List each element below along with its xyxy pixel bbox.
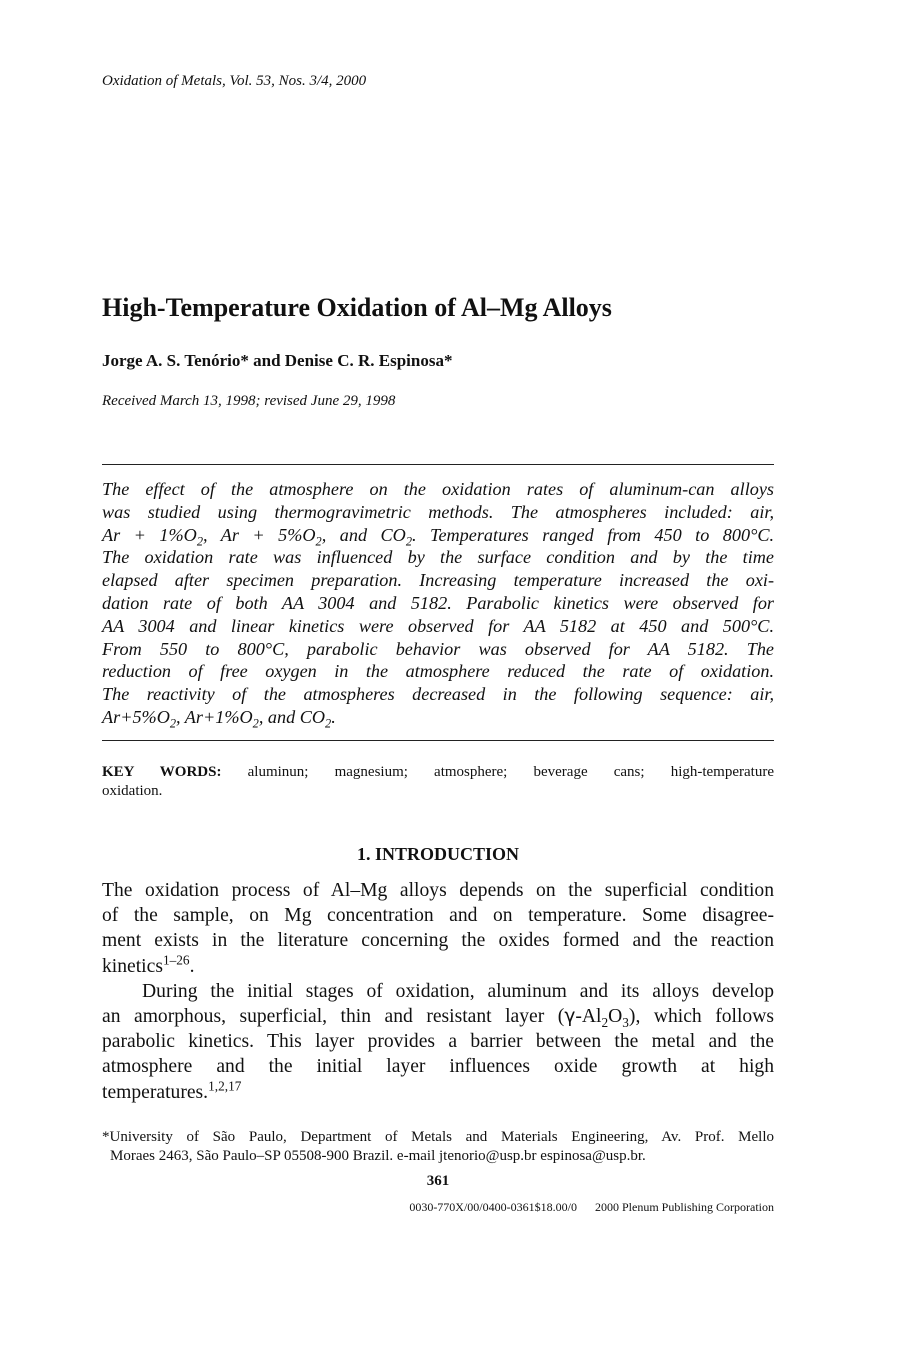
paper-page: [102, 0, 774, 1347]
key-words-label: KEY WORDS:: [102, 764, 222, 780]
footnote-line: Moraes 2463, São Paulo–SP 05508-900 Brazil. e-mail jtenorio@usp.br espinosa@usp.br.: [110, 1148, 646, 1164]
abstract-top-rule: [102, 464, 774, 465]
citation-superscript: 1–26: [162, 952, 190, 968]
abstract-line: The effect of the atmosphere on the oxidation rates of aluminum-can alloys: [102, 479, 774, 499]
key-words: [102, 763, 774, 801]
body-line: parabolic kinetics. This layer provides a barrier between the metal and the: [102, 1031, 774, 1053]
publisher: 2000 Plenum Publishing Corporation: [594, 1200, 774, 1214]
abstract-line-atmospheres: $Ar + 1\%O_2$, $Ar + 5\%O_2$, and $CO_2$. Temperatures ranged from 450 to 800°C.: [102, 524, 775, 549]
received-dates: Received March 13, 1998; revised June 29, 1998: [102, 393, 396, 409]
abstract-line: The oxidation rate was influenced by the surface condition and by the time: [102, 547, 774, 568]
abstract-line: elapsed after specimen preparation. Increasing temperature increased the oxi-: [102, 570, 774, 591]
article-authors: Jorge A. S. Tenório* and Denise C. R. Espinosa*: [102, 351, 453, 370]
introduction-body: [102, 878, 774, 1105]
body-line: ment exists in the literature concerning the oxides formed and the reaction: [102, 930, 774, 952]
article-title: High-Temperature Oxidation of Al–Mg Alloys: [102, 293, 612, 322]
abstract-line: From 550 to 800°C, parabolic behavior was observed for AA 5182. The: [102, 638, 774, 659]
key-words-line: oxidation.: [102, 783, 163, 799]
abstract-bottom-rule: [102, 740, 774, 741]
abstract-line-sequence: $Ar+5\%O_2$, $Ar+1\%O_2$, and $CO_2$.: [102, 706, 336, 731]
body-line: During the initial stages of oxidation, aluminum and its alloys develop: [142, 980, 774, 1002]
body-line: temperatures.$^{1,2,17}$: [102, 1078, 242, 1103]
abstract-line: dation rate of both AA 3004 and 5182. Parabolic kinetics were observed for: [102, 592, 774, 613]
abstract-line: AA 3004 and linear kinetics were observed for AA 5182 at 450 and 500°C.: [102, 615, 774, 636]
body-line: The oxidation process of Al–Mg alloys depends on the superficial condition: [102, 880, 774, 901]
author-affiliation-footnote: [102, 1128, 774, 1166]
gamma-symbol: γ: [564, 1006, 576, 1028]
page-number: 361: [426, 1173, 450, 1189]
body-line: atmosphere and the initial layer influences oxide growth at high: [102, 1056, 774, 1078]
abstract-line: reduction of free oxygen in the atmosphere reduced the rate of oxidation.: [102, 661, 774, 682]
citation-superscript: 1,2,17: [208, 1078, 242, 1094]
body-line: of the sample, on Mg concentration and on temperature. Some disagree-: [102, 905, 774, 927]
footnote-line: *University of São Paulo, Department of Metals and Materials Engineering, Av. Prof. Mello: [102, 1129, 774, 1145]
abstract-line: The reactivity of the atmospheres decreased in the following sequence: air,: [102, 684, 774, 705]
copyright-line: [102, 1200, 774, 1215]
section-heading-introduction: 1. INTRODUCTION: [356, 844, 520, 864]
body-line: kinetics$^{1-26}$.: [102, 952, 195, 977]
key-words-line: KEY WORDS: aluminun; magnesium; atmosphere; beverage cans; high-temperature: [102, 764, 774, 780]
article-code: 0030-770X/00/0400-0361$18.00/0: [409, 1200, 577, 1214]
journal-citation: Oxidation of Metals, Vol. 53, Nos. 3/4, 2000: [102, 73, 367, 89]
abstract-line: was studied using thermogravimetric methods. The atmospheres included: air,: [102, 501, 774, 522]
body-line-gamma-alumina: an amorphous, superficial, thin and resistant layer $(\gamma-Al_2O_3)$, which follows: [102, 1006, 775, 1030]
abstract: [102, 478, 774, 729]
